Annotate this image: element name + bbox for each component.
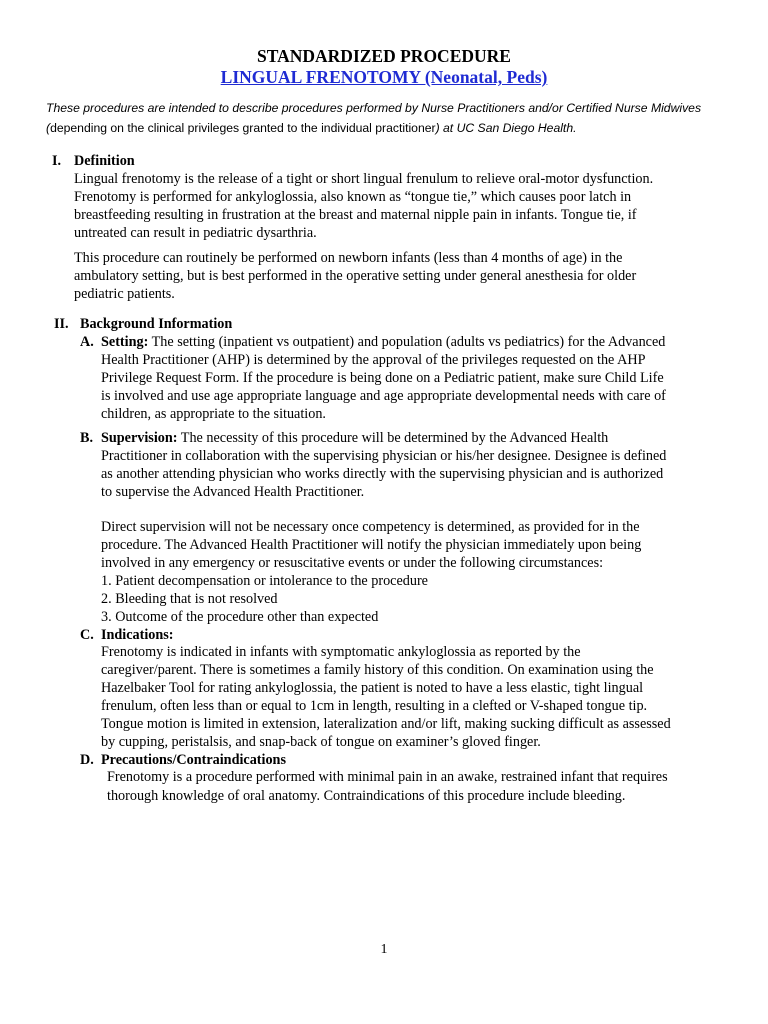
section1-para2-line: pediatric patients. (74, 286, 175, 302)
section1-para2-line: ambulatory setting, but is best performed in the operative setting under general anesthesia for older (74, 268, 637, 284)
subsection-b-first-text: The necessity of this procedure will be determined by the Advanced Health (177, 430, 609, 446)
subsection-b-label: Supervision: (101, 430, 178, 446)
subsection-c-line: Hazelbaker Tool for rating ankyloglossia, the patient is noted to have a less elastic, tight lingual (101, 680, 644, 696)
subsection-d-letter: D. (80, 752, 94, 768)
subsection-b-line: Practitioner in collaboration with the supervising physician or his/her designee. Designee is defined (101, 448, 667, 464)
section1-para1-line: Frenotomy is performed for ankyloglossia, also known as “tongue tie,” which causes poor latch in (74, 189, 632, 205)
subsection-a-letter: A. (80, 334, 94, 350)
section1-para1-line: Lingual frenotomy is the release of a tight or short lingual frenulum to relieve oral-motor dysfunction. (74, 171, 654, 187)
intro-text-part2: depending on the clinical privileges granted to the individual practitioner (50, 121, 436, 135)
document-title: STANDARDIZED PROCEDURE (257, 46, 511, 66)
subsection-b-letter: B. (80, 430, 94, 446)
section1-para1-line: breastfeeding resulting in frustration at the breast and maternal nipple pain in infants. Tongue tie, if (74, 207, 637, 223)
subsection-a-first-line (101, 333, 665, 352)
subsection-b-para2-line: Direct supervision will not be necessary once competency is determined, as provided for in the (101, 519, 640, 535)
subsection-a-line: Health Practitioner (AHP) is determined by the approval of the privileges requested on the AHP (101, 352, 646, 368)
subsection-a-line: children, as appropriate to the situation. (101, 406, 326, 422)
subsection-d-line: thorough knowledge of oral anatomy. Contraindications of this procedure include bleeding. (107, 788, 626, 804)
section1-para1-line: untreated can result in pediatric dysarthria. (74, 225, 317, 241)
list-item: 3. Outcome of the procedure other than expected (101, 609, 379, 625)
subsection-d-label: Precautions/Contraindications (101, 752, 286, 768)
intro-paragraph (46, 98, 736, 138)
section1-para2-line: This procedure can routinely be performed on newborn infants (less than 4 months of age) in the (74, 250, 623, 266)
section1-number: I. (52, 153, 62, 169)
section1-heading: Definition (74, 153, 135, 169)
list-item: 1. Patient decompensation or intolerance to the procedure (101, 573, 428, 589)
list-item: 2. Bleeding that is not resolved (101, 591, 278, 607)
subsection-b-first-line (101, 429, 608, 448)
subsection-c-line: caregiver/parent. There is sometimes a family history of this condition. On examination using the (101, 662, 654, 678)
subsection-a-first-text: The setting (inpatient vs outpatient) and population (adults vs pediatrics) for the Advanced (148, 334, 666, 350)
subsection-a-label: Setting: (101, 334, 149, 350)
subsection-b-para2-line: procedure. The Advanced Health Practitioner will notify the physician immediately upon being (101, 537, 642, 553)
section2-number: II. (54, 316, 69, 332)
document-subtitle-link[interactable]: LINGUAL FRENOTOMY (Neonatal, Peds) (220, 67, 548, 87)
subsection-b-para2-line: involved in any emergency or resuscitative events or under the following circumstances: (101, 555, 604, 571)
subsection-a-line: is involved and use age appropriate language and age appropriate developmental needs with care of (101, 388, 666, 404)
subsection-a-line: Privilege Request Form. If the procedure is being done on a Pediatric patient, make sure Child Life (101, 370, 664, 386)
subsection-c-line: Tongue motion is limited in extension, lateralization and/or lift, making sucking difficult as assessed (101, 716, 671, 732)
subsection-c-line: by cupping, peristalsis, and snap-back of tongue on examiner’s gloved finger. (101, 734, 541, 750)
subsection-c-line: frenulum, often less than or equal to 1cm in length, resulting in a clefted or V-shaped tongue tip. (101, 698, 648, 714)
subsection-b-line: as another attending physician who works directly with the supervising physician and is authorized (101, 466, 664, 482)
subsection-c-letter: C. (80, 627, 94, 643)
subsection-b-line: to supervise the Advanced Health Practitioner. (101, 484, 365, 500)
page-number: 1 (380, 942, 388, 957)
intro-text-part3: ) at UC San Diego Health. (435, 121, 577, 135)
subsection-d-line: Frenotomy is a procedure performed with minimal pain in an awake, restrained infant that requires (107, 769, 668, 785)
subsection-c-label: Indications: (101, 627, 174, 643)
intro-text-part1: These procedures are intended to describe procedures performed by Nurse Practitioners and/or Certified Nurse Midwives ( (46, 101, 702, 135)
subsection-c-line: Frenotomy is indicated in infants with symptomatic ankyloglossia as reported by the (101, 644, 581, 660)
section2-heading: Background Information (80, 316, 233, 332)
